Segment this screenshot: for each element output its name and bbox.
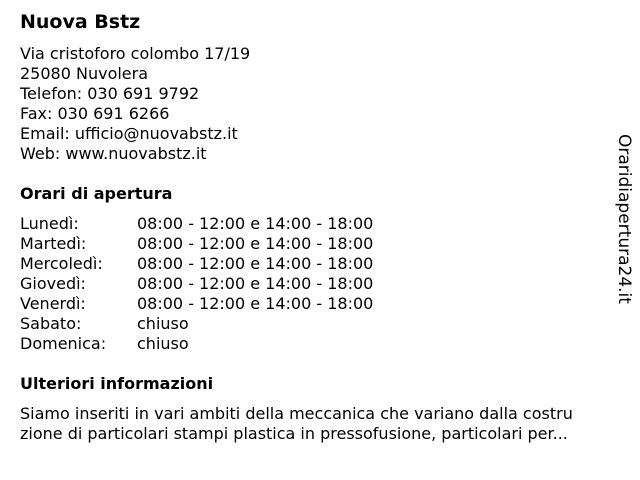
hours-value: 08:00 - 12:00 e 14:00 - 18:00 [137,254,374,273]
website-address: Web: www.nuovabstz.it [20,144,207,163]
hours-value: 08:00 - 12:00 e 14:00 - 18:00 [137,274,374,293]
hours-value: 08:00 - 12:00 e 14:00 - 18:00 [137,294,374,313]
business-description [20,404,620,444]
hours-row-tuesday [20,234,373,254]
day-label: Sabato: [20,314,82,333]
hours-row-saturday [20,314,373,334]
hours-value: chiuso [137,334,189,353]
additional-info-heading: Ulteriori informazioni [20,374,214,393]
watermark-text: Oraridiapertura24.it [614,134,634,304]
description-line: zione di particolari stampi plastica in pressofusione, particolari per... [20,424,568,443]
day-label: Mercoledì: [20,254,103,273]
business-name: Nuova Bstz [20,11,141,33]
hours-value: 08:00 - 12:00 e 14:00 - 18:00 [137,234,374,253]
day-label: Martedì: [20,234,87,253]
hours-row-wednesday [20,254,373,274]
day-label: Venerdì: [20,294,86,313]
contact-details [20,44,250,164]
fax-number: Fax: 030 691 6266 [20,104,170,123]
address-city: 25080 Nuvolera [20,64,149,83]
description-line: Siamo inseriti in vari ambiti della meccanica che variano dalla costru [20,404,573,423]
hours-value: 08:00 - 12:00 e 14:00 - 18:00 [137,214,374,233]
hours-row-friday [20,294,373,314]
site-watermark [612,134,636,310]
address-street: Via cristoforo colombo 17/19 [20,44,251,63]
opening-hours-table [20,214,373,354]
phone-number: Telefon: 030 691 9792 [20,84,200,103]
day-label: Domenica: [20,334,107,353]
hours-row-monday [20,214,373,234]
day-label: Lunedì: [20,214,79,233]
hours-row-sunday [20,334,373,354]
hours-row-thursday [20,274,373,294]
hours-value: chiuso [137,314,189,333]
day-label: Giovedì: [20,274,86,293]
email-address: Email: ufficio@nuovabstz.it [20,124,238,143]
opening-hours-heading: Orari di apertura [20,184,173,203]
